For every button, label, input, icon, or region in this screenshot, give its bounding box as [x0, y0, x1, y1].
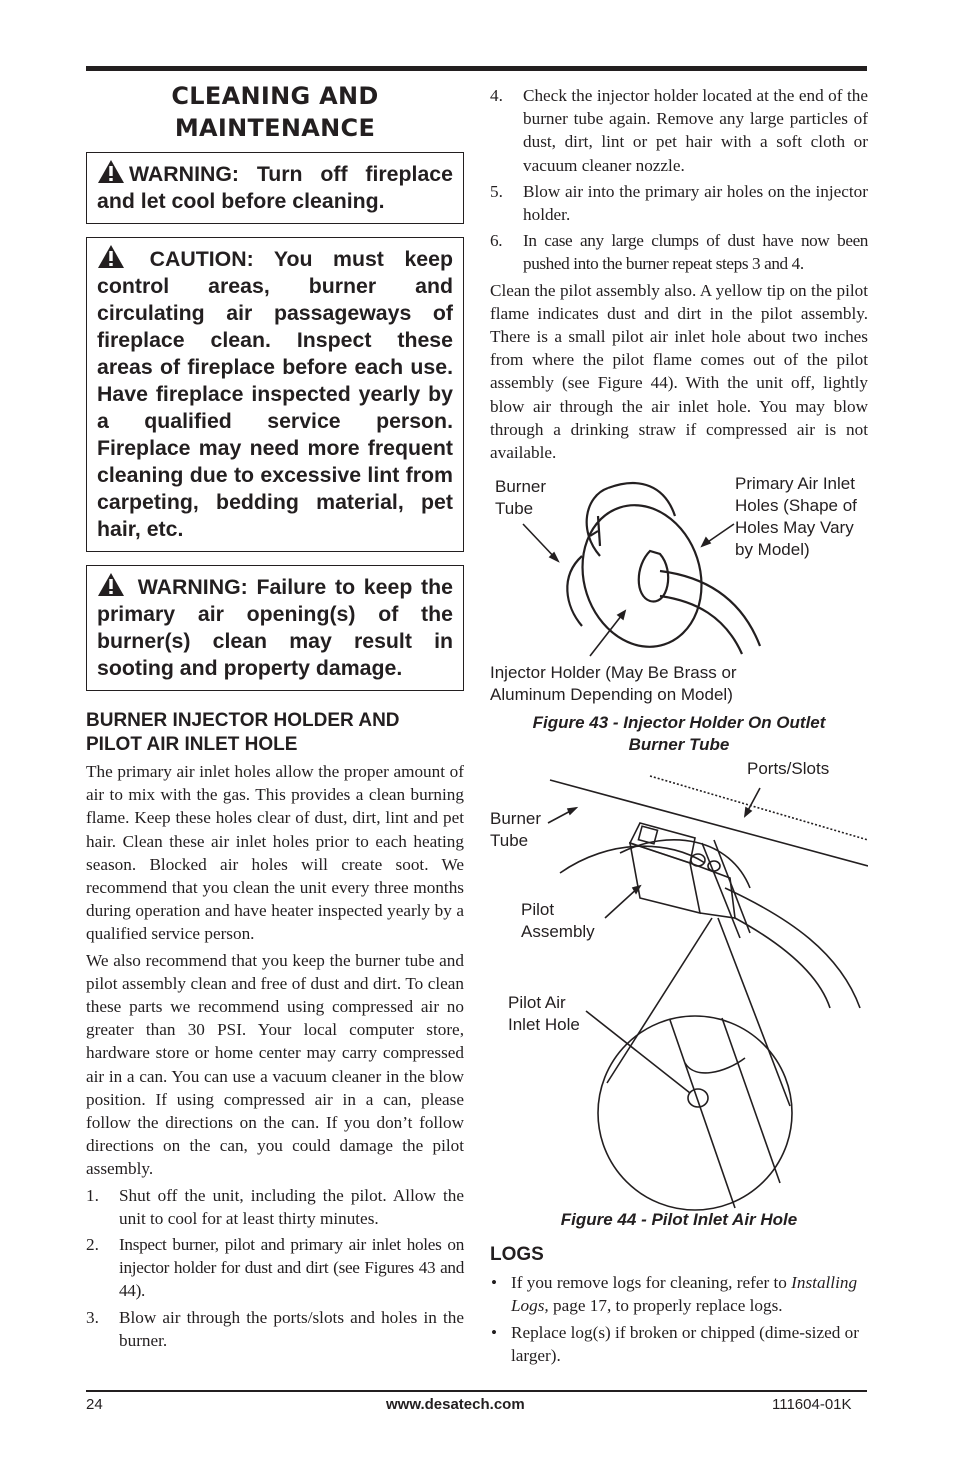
- left-column: [86, 80, 464, 1355]
- warning-triangle-icon: [97, 159, 125, 184]
- paragraph-compressed-air: We also recommend that you keep the burner tube and pilot assembly clean and free of dust and dirt. To clean these parts we recommend using compressed air no greater than 30 PSI. Your local computer store, hardware store or home center may carry compressed air in a can. You can use a vacuum cleaner in the blow position. If using compressed air in a can, please follow the directions on the can. If you don’t follow directions on the can, you could damage the pilot assembly.: [86, 950, 464, 1179]
- bullet-icon: •: [491, 1322, 498, 1342]
- warning-sooting-text: WARNING: Failure to keep the primary air opening(s) of the burner(s) clean may result in sooting and property damage.: [97, 575, 453, 680]
- warning-box-cool: [86, 152, 464, 224]
- step-item: [490, 229, 868, 275]
- label-primary-air-inlet: [735, 473, 857, 561]
- step-text: Check the injector holder located at the end of the burner tube again. Remove any large particles of dust, dirt, lint or pet hair with a soft cloth or vacuum cleaner nozzle.: [523, 86, 868, 175]
- list-item: [490, 1271, 868, 1317]
- bottom-rule: [86, 1390, 867, 1392]
- section-heading-line-1: BURNER INJECTOR HOLDER AND: [86, 710, 400, 731]
- label-pilot-assembly: [521, 899, 595, 943]
- list-item: [490, 1321, 868, 1367]
- step-text: Inspect burner, pilot and primary air inlet holes on injector holder for dust and dirt (see Figures 43 and 44).: [119, 1235, 464, 1301]
- label-line: Tube: [495, 499, 534, 519]
- step-item: [490, 180, 868, 226]
- warning-triangle-icon: [97, 572, 125, 597]
- step-number: 2.: [86, 1235, 99, 1255]
- bullet-text: page 17, to properly replace logs.: [548, 1296, 783, 1316]
- figure-43-injector-holder: [490, 476, 868, 716]
- right-column: [490, 84, 868, 1370]
- step-text: Shut off the unit, including the pilot. Allow the unit to cool for at least thirty minutes.: [119, 1185, 464, 1228]
- label-line: Holes May Vary: [735, 518, 854, 538]
- label-line: Pilot Air: [508, 993, 566, 1013]
- label-line: Tube: [490, 831, 529, 851]
- step-item: [86, 1184, 464, 1230]
- figure-44-pilot-assembly: [490, 759, 868, 1223]
- warning-triangle-icon: [97, 244, 125, 269]
- label-line: Inlet Hole: [508, 1015, 580, 1035]
- footer-url[interactable]: www.desatech.com: [386, 1396, 525, 1413]
- label-line: Injector Holder (May Be Brass or: [490, 663, 737, 683]
- page-title: [86, 80, 464, 144]
- installing-logs-reference: Installing Logs,: [511, 1273, 858, 1316]
- step-number: 3.: [86, 1307, 99, 1327]
- step-text: Blow air through the ports/slots and holes in the burner.: [119, 1307, 464, 1350]
- title-line-2: MAINTENANCE: [174, 114, 376, 142]
- steps-list-right: [490, 84, 868, 276]
- step-number: 1.: [86, 1185, 99, 1205]
- document-number: 111604-01K: [772, 1396, 852, 1413]
- step-number: 6.: [490, 231, 503, 251]
- figure-44-caption: Figure 44 - Pilot Inlet Air Hole: [560, 1210, 798, 1230]
- step-text: In case any large clumps of dust have now been pushed into the burner repeat steps 3 and 4.: [523, 231, 868, 274]
- bullet-text: If you remove logs for cleaning, refer to: [511, 1273, 792, 1293]
- title-line-1: CLEANING AND: [171, 82, 379, 110]
- step-item: [86, 1233, 464, 1303]
- step-item: [86, 1306, 464, 1352]
- section-heading-injector: [86, 709, 464, 757]
- steps-list-left: [86, 1184, 464, 1352]
- page-number: 24: [86, 1396, 103, 1413]
- figure-43-caption: [490, 712, 868, 756]
- section-heading-logs: LOGS: [490, 1244, 544, 1266]
- label-line: Burner: [495, 477, 547, 497]
- label-line: Assembly: [521, 922, 595, 942]
- top-rule: [86, 66, 867, 71]
- label-line: Aluminum Depending on Model): [490, 685, 733, 705]
- step-number: 5.: [490, 181, 503, 201]
- caption-line: Burner Tube: [628, 735, 730, 755]
- paragraph-pilot-cleaning: Clean the pilot assembly also. A yellow tip on the pilot flame indicates dust and dirt in the pilot assembly. There is a small pilot air inlet hole about two inches from where the pilot flame comes out of the pilot assembly (see Figure 44). With the unit off, lightly blow air through the air inlet hole. You may blow through a drinking straw if compressed air is not available.: [490, 280, 868, 463]
- label-ports-slots: Ports/Slots: [747, 759, 830, 779]
- logs-bullet-list: [490, 1271, 868, 1367]
- caution-box: [86, 237, 464, 552]
- label-line: Pilot: [521, 900, 555, 920]
- section-heading-line-2: PILOT AIR INLET HOLE: [86, 734, 298, 755]
- label-pilot-air-inlet-hole: [508, 992, 580, 1036]
- step-number: 4.: [490, 86, 503, 105]
- label-burner-tube: [490, 808, 541, 852]
- label-line: Holes (Shape of: [735, 496, 857, 516]
- step-item: [490, 84, 868, 177]
- label-line: Primary Air Inlet: [735, 474, 855, 494]
- paragraph-air-holes: The primary air inlet holes allow the proper amount of air to mix with the gas. This provides a clean burning flame. Keep these holes clear of dust, dirt, lint and pet hair. Clean these air inlet holes prior to each heating season. Blocked air holes will create soot. We recommend that you clean the unit every three months during operation and have heater inspected yearly by a qualified service person.: [86, 762, 464, 944]
- warning-cool-text: WARNING: Turn off fireplace and let cool before cleaning.: [97, 162, 453, 213]
- label-burner-tube: [495, 476, 546, 520]
- bullet-icon: •: [491, 1273, 498, 1293]
- bullet-text: Replace log(s) if broken or chipped (dime-sized or larger).: [511, 1322, 859, 1365]
- caution-text: CAUTION: You must keep control areas, burner and circulating air passageways of fireplace clean. Inspect these areas of fireplace before each use. Have fireplace inspected yearly by a qualified service person. Fireplace may need more frequent cleaning due to excessive lint from carpeting, bedding material, pet hair, etc.: [97, 247, 453, 541]
- label-line: by Model): [735, 540, 810, 560]
- caption-line: Figure 43 - Injector Holder On Outlet: [532, 713, 826, 733]
- label-line: Burner: [490, 809, 542, 829]
- warning-box-sooting: [86, 565, 464, 691]
- label-injector-holder: [490, 662, 737, 706]
- step-text: Blow air into the primary air holes on the injector holder.: [523, 181, 868, 225]
